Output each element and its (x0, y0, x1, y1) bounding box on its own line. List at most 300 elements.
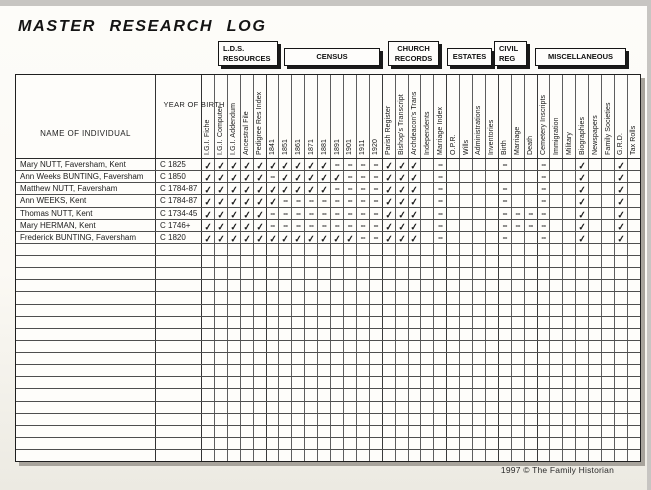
dash-mark: -- (502, 232, 507, 242)
grid-cell (447, 244, 460, 255)
grid-cell (344, 377, 357, 388)
grid-cell (525, 232, 538, 243)
grid-cell (370, 329, 383, 340)
checkmark-cell (241, 195, 254, 209)
group-header-line: ESTATES (452, 52, 487, 62)
grid-cell (576, 292, 589, 303)
grid-cell (305, 438, 318, 449)
grid-cell (602, 208, 615, 219)
grid-cell (370, 244, 383, 255)
grid-cell (370, 268, 383, 279)
grid-cell (499, 329, 512, 340)
checkmark-cell (267, 195, 280, 209)
checkmark-cell (202, 171, 215, 185)
check-mark: ✓ (397, 233, 407, 246)
grid-cell (267, 426, 280, 437)
column-header (370, 75, 383, 158)
grid-cell (563, 256, 576, 267)
grid-cell (409, 389, 422, 400)
dash-mark: -- (334, 220, 340, 230)
grid-cell (486, 402, 499, 413)
grid-cell (525, 195, 538, 206)
grid-cell (486, 377, 499, 388)
year-of-birth-cell (156, 353, 202, 364)
grid-cell (525, 280, 538, 291)
grid-cell (589, 317, 602, 328)
grid-cell (421, 414, 434, 425)
grid-cell (344, 365, 357, 376)
grid-cell (383, 402, 396, 413)
grid-cell (202, 268, 215, 279)
checkmark-cell (396, 195, 409, 209)
grid-cell (305, 402, 318, 413)
grid-cell (447, 268, 460, 279)
grid-cell (499, 268, 512, 279)
grid-cell (396, 426, 409, 437)
table-row (16, 159, 640, 171)
grid-cell (473, 195, 486, 206)
check-mark: ✓ (616, 209, 626, 221)
checkmark-cell (331, 171, 344, 185)
grid-cell (241, 426, 254, 437)
grid-cell (409, 329, 422, 340)
grid-cell (512, 341, 525, 352)
grid-cell (473, 353, 486, 364)
check-mark: ✓ (203, 184, 213, 197)
grid-cell (512, 195, 525, 206)
year-of-birth-cell (156, 341, 202, 352)
checkmark-cell (254, 220, 267, 234)
grid-cell (228, 341, 241, 352)
grid-cell (396, 256, 409, 267)
column-header-label: Marriage Index (436, 106, 444, 155)
grid-cell (421, 377, 434, 388)
grid-cell (563, 183, 576, 194)
dash-cell (499, 232, 512, 243)
grid-cell (409, 353, 422, 364)
grid-cell (615, 353, 628, 364)
grid-cell (512, 377, 525, 388)
grid-cell (589, 426, 602, 437)
grid-cell (628, 183, 640, 194)
column-header (357, 75, 370, 158)
grid-cell (228, 377, 241, 388)
grid-cell (409, 377, 422, 388)
grid-cell (279, 365, 292, 376)
grid-cell (615, 329, 628, 340)
grid-cell (563, 365, 576, 376)
group-header-civil-reg (494, 41, 527, 66)
grid-cell (318, 377, 331, 388)
dash-mark: -- (360, 184, 365, 194)
grid-cell (305, 450, 318, 461)
grid-cell (331, 292, 344, 303)
grid-cell (628, 244, 640, 255)
group-header-line: RESOURCES (223, 53, 271, 63)
grid-cell (628, 329, 640, 340)
checkmark-cell (228, 208, 241, 219)
grid-cell (215, 292, 228, 303)
grid-cell (331, 377, 344, 388)
grid-cell (576, 365, 589, 376)
dash-cell (434, 232, 447, 243)
individual-name-cell: Matthew NUTT, Faversham (16, 183, 156, 194)
grid-cell (254, 450, 267, 461)
dash-mark: -- (270, 220, 275, 230)
check-mark: ✓ (577, 233, 588, 246)
grid-cell (615, 244, 628, 255)
check-mark: ✓ (242, 221, 252, 234)
grid-cell (267, 305, 280, 316)
column-header (396, 75, 409, 158)
grid-cell (421, 450, 434, 461)
grid-cell (447, 292, 460, 303)
grid-cell (512, 438, 525, 449)
grid-cell (421, 159, 434, 170)
grid-cell (318, 353, 331, 364)
dash-mark: -- (373, 196, 378, 206)
grid-cell (563, 402, 576, 413)
check-mark: ✓ (319, 172, 329, 185)
checkmark-cell (396, 220, 409, 234)
checkmark-cell (202, 232, 215, 246)
checkmark-cell (396, 183, 409, 197)
grid-cell (550, 183, 563, 194)
grid-cell (460, 414, 473, 425)
empty-table-row (16, 377, 640, 389)
grid-cell (228, 402, 241, 413)
grid-cell (434, 450, 447, 461)
grid-cell (267, 353, 280, 364)
grid-cell (202, 292, 215, 303)
empty-table-row (16, 256, 640, 268)
grid-cell (473, 426, 486, 437)
checkmark-cell (383, 208, 396, 219)
grid-cell (628, 402, 640, 413)
grid-cell (331, 268, 344, 279)
grid-cell (499, 414, 512, 425)
grid-cell (460, 171, 473, 182)
grid-cell (473, 402, 486, 413)
year-of-birth-cell: C 1820 (156, 232, 202, 243)
grid-cell (344, 414, 357, 425)
grid-cell (525, 244, 538, 255)
checkmark-cell (409, 171, 422, 185)
dash-cell (370, 208, 383, 219)
check-mark: ✓ (293, 233, 304, 246)
grid-cell (254, 341, 267, 352)
grid-cell (357, 389, 370, 400)
grid-cell (563, 280, 576, 291)
grid-cell (331, 426, 344, 437)
dash-cell (344, 159, 357, 170)
dash-mark: -- (438, 184, 443, 194)
grid-cell (318, 305, 331, 316)
grid-cell (254, 389, 267, 400)
grid-cell (473, 232, 486, 243)
checkmark-cell (279, 171, 292, 185)
grid-cell (409, 365, 422, 376)
grid-cell (486, 317, 499, 328)
column-header-label: Bishop's Transcript (398, 94, 406, 155)
grid-cell (331, 365, 344, 376)
grid-cell (486, 389, 499, 400)
checkmark-cell (202, 220, 215, 234)
grid-cell (602, 220, 615, 231)
checkmark-cell (318, 159, 331, 173)
grid-cell (409, 292, 422, 303)
grid-cell (499, 292, 512, 303)
grid-cell (538, 402, 551, 413)
grid-cell (228, 305, 241, 316)
grid-cell (473, 450, 486, 461)
grid-cell (318, 280, 331, 291)
checkmark-cell (228, 220, 241, 234)
grid-cell (434, 365, 447, 376)
grid-cell (550, 280, 563, 291)
column-header-label: Marriage (514, 126, 522, 155)
check-mark: ✓ (268, 233, 278, 246)
grid-cell (202, 341, 215, 352)
grid-cell (512, 389, 525, 400)
grid-cell (486, 244, 499, 255)
check-mark: ✓ (410, 196, 420, 209)
grid-cell (512, 450, 525, 461)
column-header (486, 75, 499, 158)
grid-cell (525, 256, 538, 267)
grid-cell (305, 305, 318, 316)
dash-cell (370, 232, 383, 243)
grid-cell (486, 171, 499, 182)
grid-cell (421, 232, 434, 243)
grid-cell (447, 414, 460, 425)
dash-cell (318, 195, 331, 206)
grid-cell (383, 426, 396, 437)
grid-cell (538, 389, 551, 400)
grid-cell (550, 377, 563, 388)
dash-cell (292, 220, 305, 231)
group-header-line: CENSUS (316, 52, 348, 62)
grid-cell (499, 389, 512, 400)
grid-cell (512, 280, 525, 291)
check-mark: ✓ (229, 221, 239, 234)
grid-cell (215, 450, 228, 461)
grid-cell (602, 256, 615, 267)
grid-cell (486, 256, 499, 267)
column-header-label: Inventories (488, 119, 496, 155)
grid-cell (460, 183, 473, 194)
grid-cell (267, 268, 280, 279)
checkmark-cell (241, 183, 254, 197)
grid-cell (628, 280, 640, 291)
check-mark: ✓ (216, 196, 226, 209)
checkmark-cell (396, 159, 409, 173)
column-header (473, 75, 486, 158)
grid-cell (421, 353, 434, 364)
checkmark-cell (202, 208, 215, 219)
grid-cell (241, 280, 254, 291)
grid-cell (202, 414, 215, 425)
grid-cell (241, 377, 254, 388)
grid-cell (434, 268, 447, 279)
grid-cell (589, 244, 602, 255)
grid-cell (550, 353, 563, 364)
grid-cell (602, 426, 615, 437)
grid-cell (279, 268, 292, 279)
dash-mark: -- (373, 184, 378, 194)
grid-cell (460, 365, 473, 376)
check-mark: ✓ (319, 233, 329, 246)
grid-cell (202, 317, 215, 328)
column-header (447, 75, 460, 158)
dash-cell (370, 171, 383, 182)
grid-cell (550, 208, 563, 219)
check-mark: ✓ (268, 184, 278, 197)
grid-cell (563, 159, 576, 170)
column-header-label: Parish Register (385, 105, 393, 155)
grid-cell (589, 389, 602, 400)
dash-cell (499, 159, 512, 170)
grid-cell (460, 268, 473, 279)
grid-cell (550, 426, 563, 437)
grid-cell (370, 426, 383, 437)
grid-cell (525, 353, 538, 364)
check-mark: ✓ (384, 160, 394, 173)
dash-mark: -- (347, 208, 353, 218)
check-mark: ✓ (319, 160, 329, 173)
grid-cell (447, 438, 460, 449)
grid-cell (628, 292, 640, 303)
column-header (460, 75, 473, 158)
grid-cell (370, 292, 383, 303)
grid-cell (434, 244, 447, 255)
grid-cell (550, 244, 563, 255)
dash-cell (318, 220, 331, 231)
grid-cell (202, 402, 215, 413)
grid-cell (525, 268, 538, 279)
grid-cell (538, 426, 551, 437)
grid-cell (279, 438, 292, 449)
column-header (615, 75, 628, 158)
empty-table-row (16, 244, 640, 256)
grid-cell (421, 183, 434, 194)
table-body (16, 159, 640, 461)
year-of-birth-cell (156, 268, 202, 279)
dash-cell (538, 159, 551, 170)
grid-cell (576, 280, 589, 291)
year-of-birth-cell (156, 280, 202, 291)
column-header (254, 75, 267, 158)
grid-cell (615, 426, 628, 437)
dash-mark: -- (296, 208, 301, 218)
grid-cell (576, 426, 589, 437)
dash-mark: -- (438, 196, 443, 206)
dash-cell (434, 171, 447, 182)
grid-cell (305, 414, 318, 425)
dash-mark: -- (541, 220, 546, 230)
dash-mark: -- (541, 196, 546, 206)
grid-cell (434, 292, 447, 303)
dash-mark: -- (528, 220, 533, 230)
dash-mark: -- (296, 196, 301, 206)
empty-table-row (16, 280, 640, 292)
grid-cell (434, 329, 447, 340)
grid-cell (538, 377, 551, 388)
grid-cell (589, 341, 602, 352)
dash-mark: -- (321, 196, 327, 206)
grid-cell (602, 402, 615, 413)
check-mark: ✓ (268, 160, 278, 173)
grid-cell (550, 292, 563, 303)
grid-cell (550, 159, 563, 170)
checkmark-cell (215, 171, 228, 185)
grid-cell (292, 426, 305, 437)
year-of-birth-cell (156, 377, 202, 388)
grid-cell (370, 414, 383, 425)
empty-table-row (16, 341, 640, 353)
checkmark-cell (292, 232, 305, 246)
checkmark-cell (615, 159, 628, 173)
dash-cell (538, 232, 551, 243)
dash-mark: -- (541, 208, 546, 218)
grid-cell (628, 195, 640, 206)
grid-cell (628, 208, 640, 219)
grid-cell (525, 317, 538, 328)
grid-cell (628, 341, 640, 352)
grid-cell (267, 377, 280, 388)
column-header-label: Tax Rolls (630, 125, 638, 155)
table-header-row (16, 75, 640, 159)
grid-cell (357, 353, 370, 364)
grid-cell (409, 438, 422, 449)
grid-cell (473, 268, 486, 279)
grid-cell (486, 305, 499, 316)
grid-cell (292, 280, 305, 291)
grid-cell (460, 220, 473, 231)
grid-cell (421, 426, 434, 437)
empty-table-row (16, 389, 640, 401)
checkmark-cell (215, 220, 228, 234)
dash-cell (331, 220, 344, 231)
grid-cell (499, 450, 512, 461)
dash-mark: -- (541, 184, 546, 194)
column-header (292, 75, 305, 158)
grid-cell (512, 232, 525, 243)
checkmark-cell (241, 159, 254, 173)
grid-cell (305, 329, 318, 340)
grid-cell (292, 256, 305, 267)
grid-cell (228, 414, 241, 425)
grid-cell (589, 280, 602, 291)
grid-cell (550, 414, 563, 425)
grid-cell (602, 195, 615, 206)
dash-cell (512, 220, 525, 231)
grid-cell (628, 305, 640, 316)
individual-name-cell (16, 341, 156, 352)
grid-cell (460, 438, 473, 449)
dash-cell (305, 208, 318, 219)
grid-cell (550, 317, 563, 328)
grid-cell (589, 183, 602, 194)
dash-mark: -- (360, 172, 365, 182)
grid-cell (331, 389, 344, 400)
grid-cell (396, 280, 409, 291)
checkmark-cell (267, 232, 280, 246)
grid-cell (550, 268, 563, 279)
checkmark-cell (228, 232, 241, 246)
column-header-label: 1871 (307, 139, 315, 155)
individual-name-cell (16, 280, 156, 291)
